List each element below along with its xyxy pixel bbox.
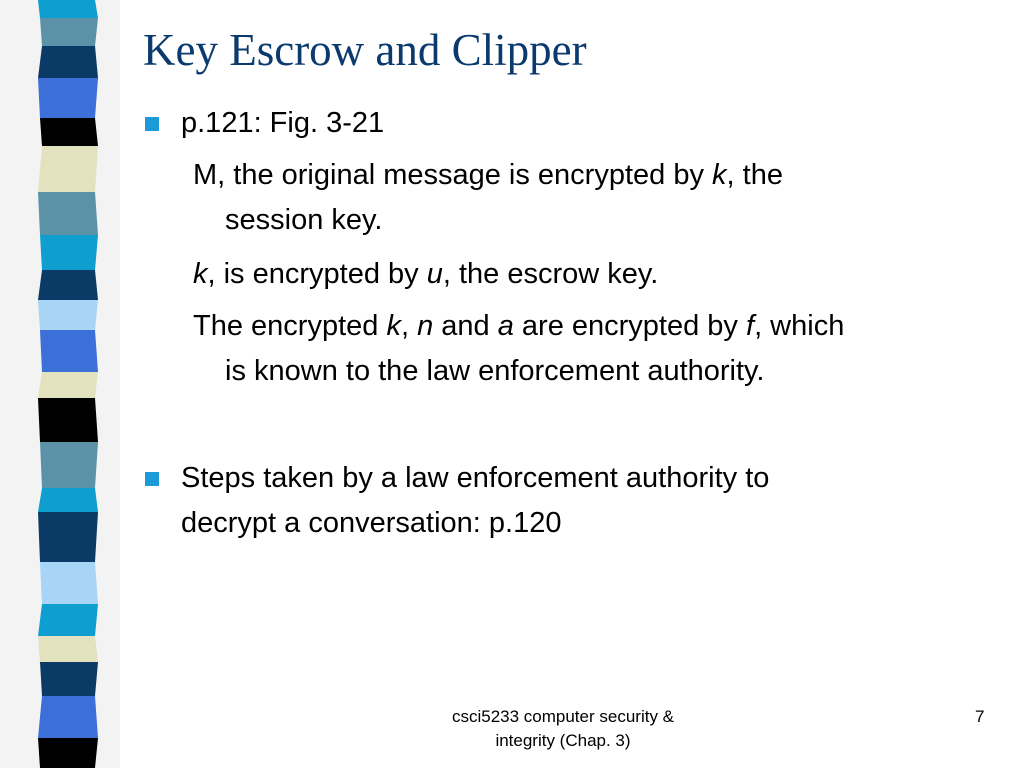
square-bullet-icon bbox=[145, 117, 159, 131]
strip-band bbox=[38, 512, 98, 562]
strip-band bbox=[38, 738, 98, 768]
strip-band bbox=[38, 300, 98, 330]
slide-footer bbox=[410, 705, 716, 753]
strip-band bbox=[38, 604, 98, 636]
strip-band bbox=[38, 636, 98, 662]
bullet-1-subline-5: is known to the law enforcement authority. bbox=[225, 355, 765, 387]
strip-band bbox=[40, 330, 98, 372]
footer-line-2: integrity (Chap. 3) bbox=[495, 731, 631, 750]
strip-band bbox=[40, 662, 98, 696]
strip-band bbox=[40, 562, 98, 604]
page-number: 7 bbox=[975, 707, 985, 726]
strip-band bbox=[40, 118, 98, 146]
bullet-1-subline-3: k, is encrypted by u, the escrow key. bbox=[193, 258, 659, 290]
bullet-1-subline-1: M, the original message is encrypted by k, the bbox=[193, 159, 783, 191]
strip-band bbox=[38, 0, 98, 18]
bullet-2-text-line-1: Steps taken by a law enforcement authority to bbox=[181, 462, 770, 494]
strip-band bbox=[40, 442, 98, 488]
slide-title: Key Escrow and Clipper bbox=[143, 25, 587, 75]
strip-band bbox=[38, 696, 98, 738]
footer-line-1: csci5233 computer security & bbox=[451, 707, 675, 726]
strip-band bbox=[38, 146, 98, 192]
strip-band bbox=[38, 270, 98, 300]
strip-band bbox=[40, 18, 98, 46]
strip-band bbox=[38, 398, 98, 442]
bullet-1-text: p.121: Fig. 3-21 bbox=[181, 107, 385, 139]
bullet-1-subline-4: The encrypted k, n and a are encrypted by f, which bbox=[193, 310, 845, 342]
square-bullet-icon bbox=[145, 472, 159, 486]
strip-band bbox=[38, 372, 98, 398]
strip-band bbox=[38, 488, 98, 512]
decorative-side-strip bbox=[0, 0, 120, 768]
strip-band bbox=[38, 192, 98, 235]
strip-band bbox=[40, 235, 98, 270]
strip-band bbox=[38, 46, 98, 78]
bullet-2-text-line-2: decrypt a conversation: p.120 bbox=[181, 507, 562, 539]
bullet-1-subline-2: session key. bbox=[225, 204, 383, 236]
strip-band bbox=[38, 78, 98, 118]
